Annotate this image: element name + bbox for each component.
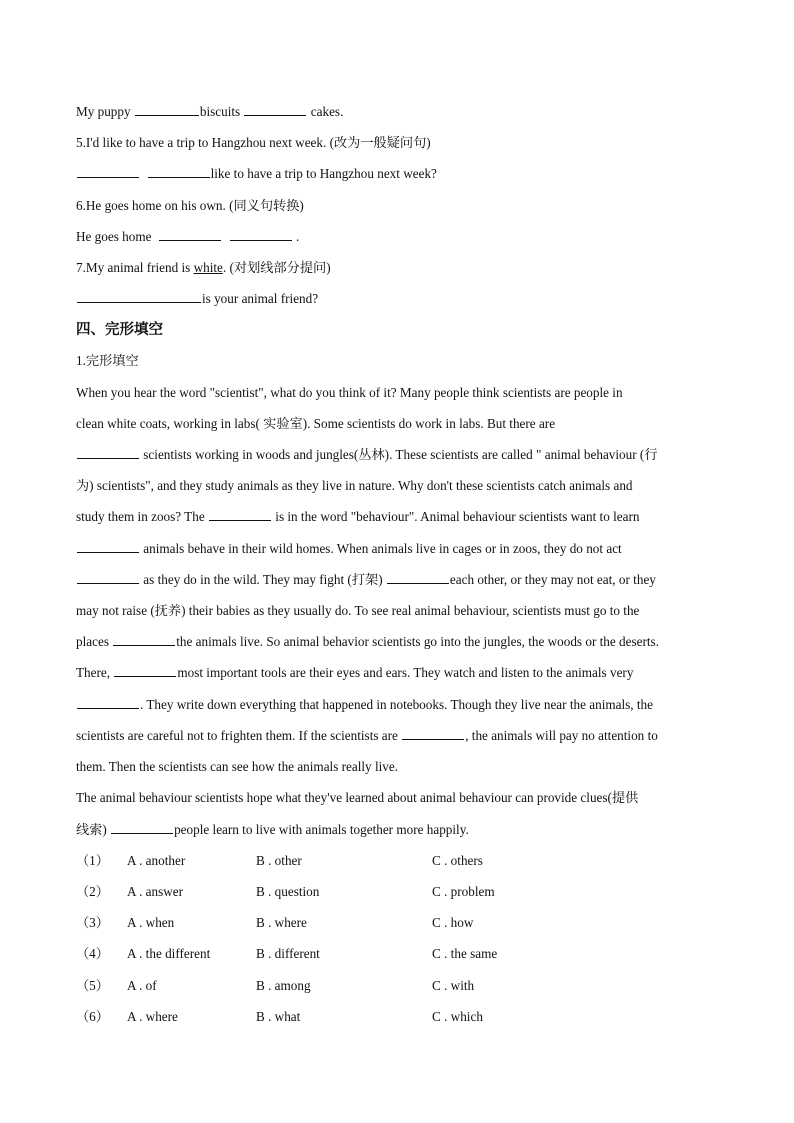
option-c[interactable]: C . others: [432, 853, 483, 868]
option-b[interactable]: B . question: [256, 884, 320, 899]
option-number: （5）: [76, 978, 109, 993]
passage-line: them. Then the scientists can see how the animals really live.: [76, 759, 399, 774]
option-b[interactable]: B . different: [256, 946, 320, 961]
option-number: （6）: [76, 1009, 109, 1024]
option-a[interactable]: A . where: [127, 1009, 178, 1024]
q5-answer-text: like to have a trip to Hangzhou next week?: [210, 166, 437, 181]
option-c[interactable]: C . problem: [432, 884, 495, 899]
answer-blank[interactable]: [77, 290, 201, 303]
option-number: （2）: [76, 884, 109, 899]
q4-text-b: biscuits: [199, 104, 244, 119]
q7-underlined-word: white: [193, 260, 223, 275]
option-c[interactable]: C . how: [432, 915, 474, 930]
q7-prompt-b: . (对划线部分提问): [222, 260, 331, 275]
option-row: [76, 945, 696, 963]
option-b[interactable]: B . where: [256, 915, 307, 930]
passage-text: as they do in the wild. They may fight (打架): [140, 572, 386, 587]
passage-line: [76, 664, 633, 682]
section-title: 四、完形填空: [76, 322, 163, 338]
passage-line: 为) scientists", and they study animals as they live in nature. Why don't these scientists catch animals and: [76, 478, 633, 493]
passage-text: places: [76, 634, 113, 649]
option-a[interactable]: A . of: [127, 978, 157, 993]
cloze-blank-4[interactable]: [77, 571, 139, 584]
q6-prompt: 6.He goes home on his own. (同义句转换): [76, 198, 304, 213]
option-row: [76, 883, 696, 901]
answer-blank[interactable]: [77, 165, 139, 178]
option-row: [76, 977, 696, 995]
answer-blank[interactable]: [244, 103, 306, 116]
passage-line: may not raise (抚养) their babies as they usually do. To see real animal behaviour, scientists must go to the: [76, 603, 640, 618]
passage-line: [76, 446, 658, 464]
answer-blank[interactable]: [148, 165, 210, 178]
option-number: （4）: [76, 946, 109, 961]
cloze-blank-5[interactable]: [387, 571, 449, 584]
cloze-title: 1.完形填空: [76, 353, 139, 368]
passage-line: clean white coats, working in labs( 实验室). Some scientists do work in labs. But there are: [76, 416, 556, 431]
cloze-blank-10[interactable]: [111, 821, 173, 834]
q4-text-a: My puppy: [76, 104, 134, 119]
q4-text-c: cakes.: [307, 104, 344, 119]
option-a[interactable]: A . answer: [127, 884, 184, 899]
option-number: （1）: [76, 853, 109, 868]
cloze-blank-9[interactable]: [402, 727, 464, 740]
q7-answer-line: [76, 290, 318, 308]
q5-prompt: 5.I'd like to have a trip to Hangzhou next week. (改为一般疑问句): [76, 135, 431, 150]
passage-line: The animal behaviour scientists hope what they've learned about animal behaviour can provide clues(提供: [76, 790, 639, 805]
passage-text: There,: [76, 665, 114, 680]
answer-blank[interactable]: [230, 228, 292, 241]
passage-line: [76, 633, 659, 651]
passage-text: is in the word "behaviour". Animal behaviour scientists want to learn: [271, 509, 640, 524]
option-b[interactable]: B . other: [256, 853, 302, 868]
q7-prompt-a: 7.My animal friend is: [76, 260, 194, 275]
q7-prompt: [76, 259, 331, 277]
q5-answer-line: [76, 165, 437, 183]
q6-answer-tail: .: [292, 229, 300, 244]
passage-line: [76, 696, 653, 714]
answer-blank[interactable]: [135, 103, 199, 116]
option-a[interactable]: A . the different: [127, 946, 211, 961]
cloze-blank-1[interactable]: [77, 446, 139, 459]
passage-text: each other, or they may not eat, or they: [449, 572, 656, 587]
passage-text: . They write down everything that happened in notebooks. Though they live near the animals, the: [140, 697, 653, 712]
cloze-blank-8[interactable]: [77, 696, 139, 709]
passage-line: When you hear the word "scientist", what do you think of it? Many people think scientists are people in: [76, 385, 623, 400]
option-b[interactable]: B . among: [256, 978, 311, 993]
passage-line: [76, 571, 656, 589]
option-number: （3）: [76, 915, 109, 930]
cloze-blank-6[interactable]: [113, 633, 175, 646]
passage-text: most important tools are their eyes and ears. They watch and listen to the animals very: [177, 665, 634, 680]
passage-text: the animals live. So animal behavior scientists go into the jungles, the woods or the deserts.: [176, 634, 659, 649]
q4-answer-line: [76, 103, 343, 121]
passage-line: [76, 508, 639, 526]
answer-blank[interactable]: [159, 228, 221, 241]
option-c[interactable]: C . the same: [432, 946, 498, 961]
q6-answer-head: He goes home: [76, 229, 155, 244]
passage-text: scientists working in woods and jungles(丛林). These scientists are called " animal behaviour (行: [140, 447, 658, 462]
cloze-blank-7[interactable]: [114, 664, 176, 677]
option-c[interactable]: C . which: [432, 1009, 483, 1024]
option-row: [76, 914, 696, 932]
option-row: [76, 1008, 696, 1026]
passage-line: [76, 540, 622, 558]
option-c[interactable]: C . with: [432, 978, 475, 993]
passage-text: scientists are careful not to frighten them. If the scientists are: [76, 728, 402, 743]
option-row: [76, 852, 696, 870]
option-a[interactable]: A . when: [127, 915, 175, 930]
q6-answer-line: [76, 228, 299, 246]
passage-line: [76, 727, 658, 745]
passage-text: 线索): [76, 822, 111, 837]
option-b[interactable]: B . what: [256, 1009, 301, 1024]
passage-text: study them in zoos? The: [76, 509, 208, 524]
passage-text: people learn to live with animals together more happily.: [174, 822, 469, 837]
q7-answer-text: is your animal friend?: [202, 291, 319, 306]
passage-text: , the animals will pay no attention to: [465, 728, 658, 743]
cloze-blank-2[interactable]: [209, 508, 271, 521]
cloze-blank-3[interactable]: [77, 540, 139, 553]
passage-text: animals behave in their wild homes. When animals live in cages or in zoos, they do not act: [140, 541, 622, 556]
passage-line: [76, 821, 469, 839]
option-a[interactable]: A . another: [127, 853, 186, 868]
